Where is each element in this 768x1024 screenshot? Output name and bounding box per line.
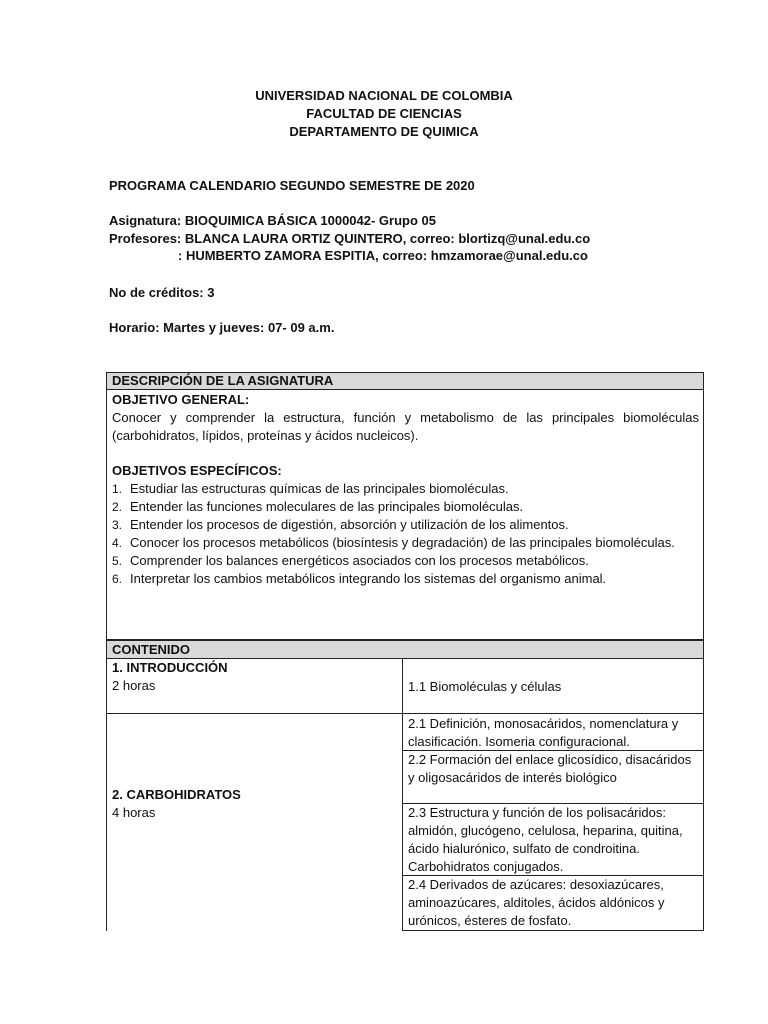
unit2-topic-cell — [402, 750, 704, 804]
unit2-topic-cell — [402, 803, 704, 876]
university-name: UNIVERSIDAD NACIONAL DE COLOMBIA — [255, 88, 513, 103]
unit1-hours: 2 horas — [112, 678, 156, 693]
description-heading: DESCRIPCIÓN DE LA ASIGNATURA — [106, 372, 704, 390]
list-item: 1. Estudiar las estructuras químicas de las principales biomoléculas. — [112, 481, 509, 496]
list-item: 3. Entender los procesos de digestión, absorción y utilización de los alimentos. — [112, 517, 569, 532]
specific-objectives-list — [112, 480, 699, 588]
department-name: DEPARTAMENTO DE QUIMICA — [289, 124, 479, 139]
list-item: 4. Conocer los procesos metabólicos (biosíntesis y degradación) de las principales biomoléculas. — [112, 535, 675, 550]
unit2-hours: 4 horas — [112, 805, 156, 820]
specific-objectives-label: OBJETIVOS ESPECÍFICOS: — [112, 463, 282, 478]
unit2-label — [112, 786, 397, 822]
faculty-name: FACULTAD DE CIENCIAS — [306, 106, 462, 121]
content-heading: CONTENIDO — [106, 640, 704, 659]
unit1-cell — [106, 658, 403, 714]
professors-line-1: Profesores: BLANCA LAURA ORTIZ QUINTERO, correo: blortizq@unal.edu.co — [109, 231, 591, 246]
general-objective-line-1: Conocer y comprender la estructura, función y metabolismo de las principales biomoléculas — [112, 410, 699, 425]
unit1-topic-cell — [402, 658, 704, 714]
program-title: PROGRAMA CALENDARIO SEGUNDO SEMESTRE DE 2020 — [109, 178, 475, 193]
professors-line-2: : HUMBERTO ZAMORA ESPITIA, correo: hmzamorae@unal.edu.co — [178, 248, 588, 263]
unit2-title: 2. CARBOHIDRATOS — [112, 787, 241, 802]
unit2-topic-1: 2.1 Definición, monosacáridos, nomenclatura y clasificación. Isomeria configuracional. — [408, 716, 679, 749]
unit2-left-border — [106, 713, 107, 931]
unit2-topic-cell — [402, 875, 704, 931]
list-item: 6. Interpretar los cambios metabólicos integrando los sistemas del organismo animal. — [112, 571, 607, 586]
general-objective-label: OBJETIVO GENERAL: — [112, 392, 250, 407]
description-body — [112, 391, 699, 588]
list-item: 2. Entender las funciones moleculares de las principales biomoléculas. — [112, 499, 524, 514]
general-objective-line-2: (carbohidratos, lípidos, proteínas y ácidos nucleicos). — [112, 428, 419, 443]
unit2-topic-2: 2.2 Formación del enlace glicosídico, disacáridos y oligosacáridos de interés biológico — [408, 752, 692, 785]
unit1-title: 1. INTRODUCCIÓN — [112, 660, 228, 675]
credits-line: No de créditos: 3 — [109, 285, 215, 300]
unit2-topic-cell — [402, 713, 704, 751]
unit2-topic-4: 2.4 Derivados de azúcares: desoxiazúcares, aminoazúcares, alditoles, ácidos aldónicos y urónicos, ésteres de fosfato. — [408, 877, 665, 928]
unit1-topic-1: 1.1 Biomoléculas y células — [408, 679, 562, 694]
list-item: 5. Comprender los balances energéticos asociados con los procesos metabólicos. — [112, 553, 589, 568]
course-line: Asignatura: BIOQUIMICA BÁSICA 1000042- Grupo 05 — [109, 213, 436, 228]
unit2-topic-3: 2.3 Estructura y función de los polisacáridos: almidón, glucógeno, celulosa, heparina, quitina, ácido hialurónico, sulfato de condroitina. Carbohidratos conjugados. — [408, 805, 683, 874]
schedule-line: Horario: Martes y jueves: 07- 09 a.m. — [109, 320, 335, 335]
